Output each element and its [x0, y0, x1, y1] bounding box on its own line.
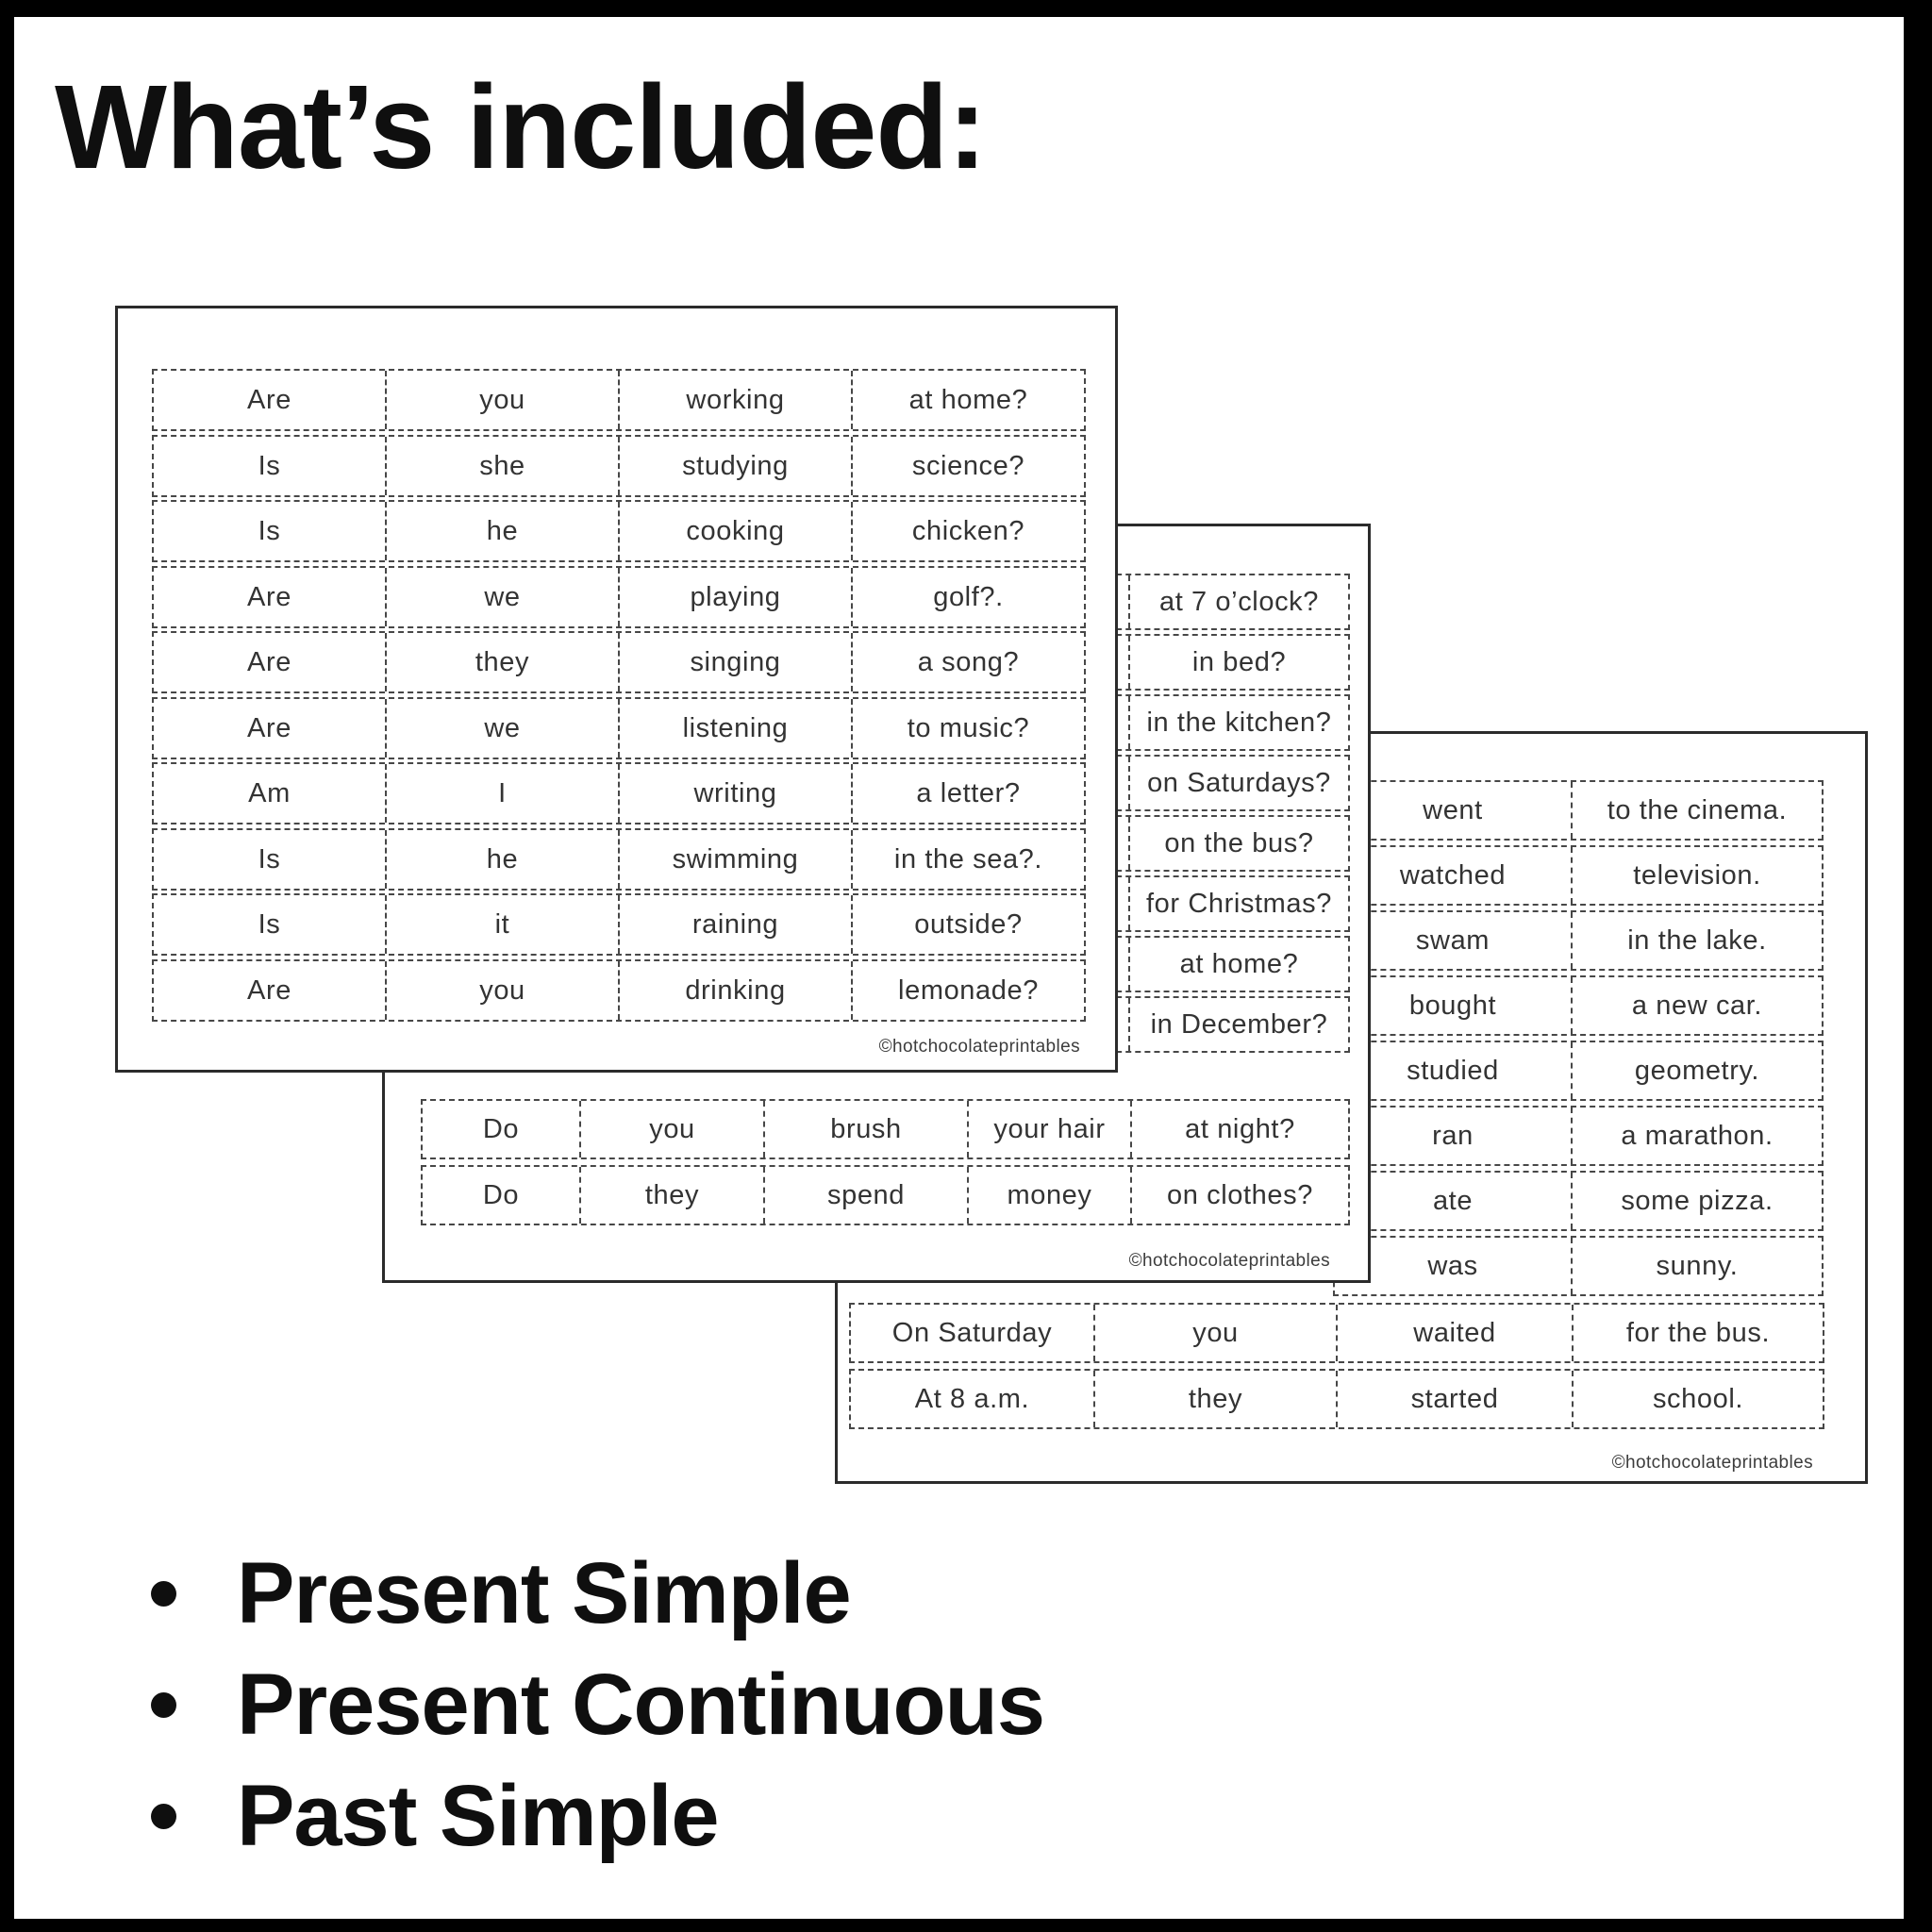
table-cell: in bed?: [1191, 646, 1287, 677]
table-cell: they: [579, 1167, 763, 1224]
table-cell: Are: [247, 974, 291, 1006]
table-cell: Am: [248, 777, 291, 808]
table-cell: your hair: [967, 1101, 1130, 1158]
table-cell: singing: [618, 633, 851, 691]
table-cell: on the bus?: [1164, 827, 1314, 858]
table-cell: Are: [247, 712, 291, 743]
table-cell: at home?: [1179, 948, 1299, 979]
table-cell: Is: [258, 843, 281, 874]
table-row: [1097, 634, 1350, 691]
bullet-list: [151, 1544, 1045, 1864]
table-row: [421, 1099, 1350, 1159]
table-cell: geometry.: [1571, 1042, 1822, 1099]
table-cell: chicken?: [851, 502, 1084, 560]
table-row: [1333, 780, 1824, 841]
table-cell: in the lake.: [1571, 912, 1822, 969]
table-cell: raining: [618, 895, 851, 954]
table-cell: started: [1336, 1371, 1572, 1427]
table-row: [152, 762, 1086, 824]
table-cell: school.: [1572, 1371, 1823, 1427]
table-cell: Do: [482, 1113, 520, 1144]
table-row: [152, 959, 1086, 1022]
table-cell: we: [385, 568, 618, 626]
table-cell: working: [618, 371, 851, 429]
table-row: [152, 893, 1086, 956]
table-row: [1333, 975, 1824, 1036]
page-title: What’s included:: [55, 60, 987, 193]
table-cell: some pizza.: [1571, 1173, 1822, 1229]
table-cell: at night?: [1130, 1101, 1348, 1158]
table-cell: On Saturday: [891, 1317, 1053, 1348]
table-row: [1333, 910, 1824, 971]
table-cell: money: [967, 1167, 1130, 1224]
bullet-item: [151, 1656, 1045, 1753]
table-cell: a song?: [851, 633, 1084, 691]
table-cell: At 8 a.m.: [914, 1383, 1030, 1414]
worksheet-page-present-continuous: [115, 306, 1118, 1073]
table-cell: they: [1093, 1371, 1336, 1427]
table-cell: went: [1423, 794, 1483, 825]
table-cell: studied: [1407, 1055, 1499, 1086]
table-cell: at 7 o’clock?: [1159, 586, 1319, 617]
table-cell: listening: [618, 699, 851, 758]
table-cell: ate: [1432, 1185, 1474, 1216]
table-cell: to music?: [851, 699, 1084, 758]
bullet-dot-icon: [151, 1692, 176, 1718]
table-row: [152, 500, 1086, 562]
table-cell: he: [385, 502, 618, 560]
table-cell: a new car.: [1571, 977, 1822, 1034]
table-cell: writing: [618, 764, 851, 823]
table-cell: ran: [1432, 1120, 1474, 1151]
credit-watermark: ©hotchocolateprintables: [1128, 1251, 1330, 1271]
table-cell: to the cinema.: [1571, 782, 1822, 839]
table-cell: sunny.: [1571, 1238, 1822, 1294]
table-cell: swam: [1415, 924, 1491, 956]
table-cell: television.: [1571, 847, 1822, 904]
table-cell: Is: [258, 908, 281, 940]
table-cell: playing: [618, 568, 851, 626]
table-cell: in December?: [1150, 1008, 1328, 1040]
table-row: [1097, 936, 1350, 992]
table-cell: in the kitchen?: [1146, 707, 1332, 738]
table-row: [1333, 1106, 1824, 1166]
table-row: [1333, 1171, 1824, 1231]
table-cell: outside?: [851, 895, 1084, 954]
table-cell: Are: [247, 646, 291, 677]
table-row: [421, 1165, 1350, 1225]
table-cell: she: [385, 437, 618, 495]
table-cell: you: [385, 961, 618, 1020]
table-cell: a marathon.: [1571, 1108, 1822, 1164]
table-cell: spend: [763, 1167, 967, 1224]
table-cell: was: [1427, 1250, 1478, 1281]
table-row: [1097, 574, 1350, 630]
table-cell: cooking: [618, 502, 851, 560]
table-cell: they: [385, 633, 618, 691]
table-row: [849, 1303, 1824, 1363]
table-cell: on clothes?: [1130, 1167, 1348, 1224]
table-row: [152, 435, 1086, 497]
table-cell: brush: [763, 1101, 967, 1158]
bullet-dot-icon: [151, 1804, 176, 1829]
table-cell: you: [1093, 1305, 1336, 1361]
table-cell: Are: [247, 581, 291, 612]
table-cell: drinking: [618, 961, 851, 1020]
table-cell: you: [579, 1101, 763, 1158]
table-row: [152, 828, 1086, 891]
bullet-item: [151, 1544, 1044, 1641]
table-cell: studying: [618, 437, 851, 495]
credit-watermark: ©hotchocolateprintables: [1611, 1453, 1813, 1473]
table-cell: for the bus.: [1572, 1305, 1823, 1361]
table-cell: Do: [482, 1179, 520, 1210]
bullet-label: Present Simple: [237, 1544, 851, 1641]
table-cell: Is: [258, 450, 281, 481]
table-row: [1097, 694, 1350, 751]
table-cell: Are: [247, 384, 291, 415]
bullet-label: Past Simple: [237, 1767, 719, 1864]
table-cell: Is: [258, 515, 281, 546]
table-cell: swimming: [618, 830, 851, 889]
table-cell: a letter?: [851, 764, 1084, 823]
table-cell: in the sea?.: [851, 830, 1084, 889]
table-cell: lemonade?: [851, 961, 1084, 1020]
table-cell: it: [385, 895, 618, 954]
table-row: [152, 369, 1086, 431]
table-cell: science?: [851, 437, 1084, 495]
table-row: [1333, 1236, 1824, 1296]
table-cell: at home?: [851, 371, 1084, 429]
bullet-item: [151, 1767, 1044, 1864]
table-cell: you: [385, 371, 618, 429]
table-row: [1333, 1041, 1824, 1101]
table-cell: waited: [1336, 1305, 1572, 1361]
table-cell: he: [385, 830, 618, 889]
table-cell: I: [385, 764, 618, 823]
table-row: [1097, 755, 1350, 811]
table-cell: we: [385, 699, 618, 758]
bullet-dot-icon: [151, 1581, 176, 1607]
table-row: [1097, 996, 1350, 1053]
table-cell: for Christmas?: [1146, 888, 1332, 919]
credit-watermark: ©hotchocolateprintables: [878, 1037, 1080, 1057]
table-row: [1097, 875, 1350, 932]
table-cell: golf?.: [851, 568, 1084, 626]
bullet-label: Present Continuous: [237, 1656, 1045, 1753]
table-row: [1097, 815, 1350, 872]
table-row: [152, 566, 1086, 628]
table-row: [849, 1369, 1824, 1429]
table-cell: watched: [1399, 859, 1507, 891]
table-row: [152, 697, 1086, 759]
table-cell: on Saturdays?: [1147, 767, 1331, 798]
table-row: [1333, 845, 1824, 906]
table-row: [152, 631, 1086, 693]
table-cell: bought: [1408, 990, 1497, 1021]
